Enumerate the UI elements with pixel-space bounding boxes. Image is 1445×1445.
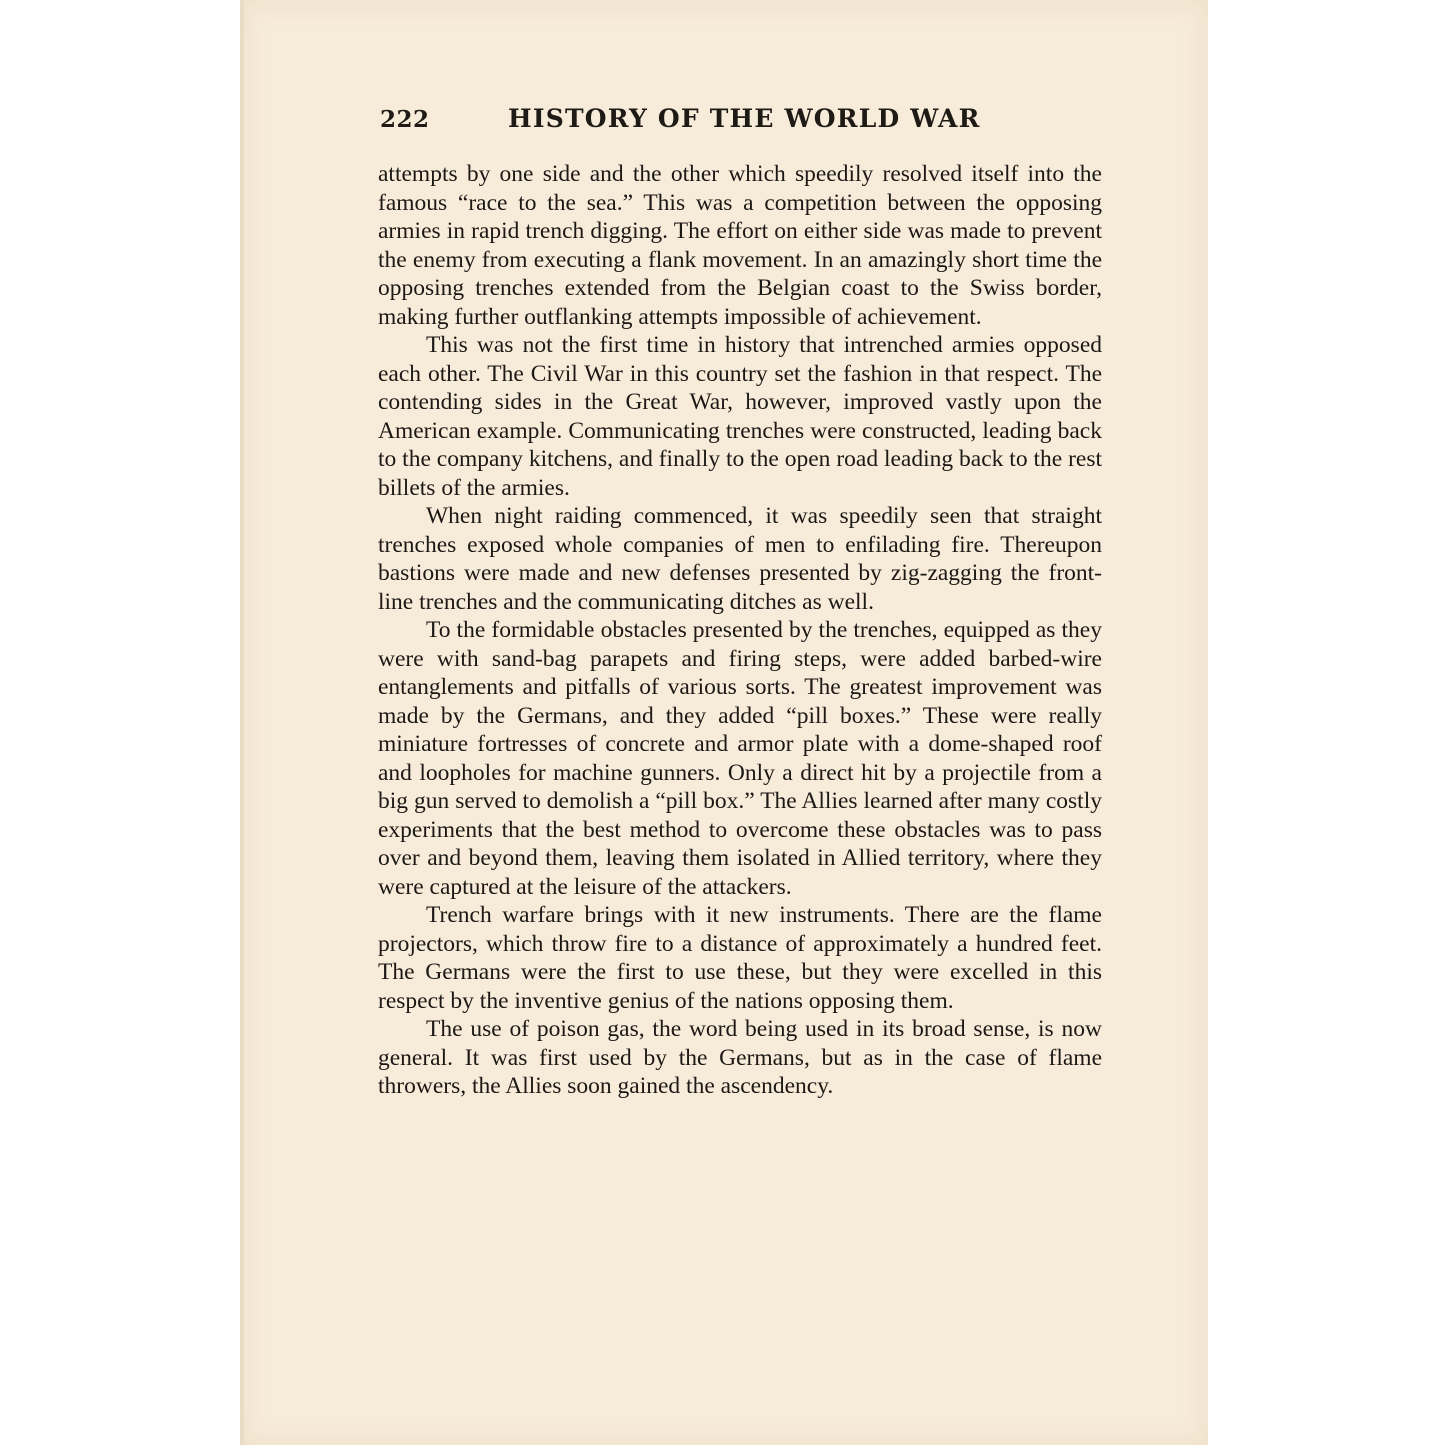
paragraph-poison-gas: The use of poison gas, the word being used in its broad sense, is now general. It was first used by the Germans, but as in the case of flame throwers, the Allies soon gained the ascendency. xyxy=(378,1016,1102,1099)
body-text xyxy=(378,160,1102,1101)
running-head xyxy=(380,100,980,140)
paragraph-intrenched-armies: This was not the first time in history that intrenched armies opposed each other. The Civil War in this country set the fashion in that respect. The contending sides in the Great War, however, improved vastly upon the American example. Communicating trenches were constructed, leading back to the company kitchens, and finally to the open road leading back to the rest billets of the armies. xyxy=(378,332,1102,501)
book-page xyxy=(240,0,1208,1445)
paragraph-race-to-the-sea: attempts by one side and the other which speedily resolved itself into the famous “race to the sea.” This was a competition between the opposing armies in rapid trench digging. The effort on either side was made to prevent the enemy from executing a flank movement. In an amazingly short time the opposing trenches extended from the Belgian coast to the Swiss border, making further outflanking attempts impossible of achievement. xyxy=(378,161,1102,330)
paragraph-night-raiding: When night raiding commenced, it was speedily seen that straight trenches exposed whole companies of men to enfilading fire. Thereupon bastions were made and new defenses presented by zig-zagging the front-line trenches and the communicating ditches as well. xyxy=(378,503,1102,615)
paragraph-flame-projectors: Trench warfare brings with it new instruments. There are the flame projectors, which throw fire to a distance of approximately a hundred feet. The Germans were the first to use these, but they were excelled in this respect by the inventive genius of the nations opposing them. xyxy=(378,902,1102,1014)
page-number: 222 xyxy=(380,106,430,133)
running-title: HISTORY OF THE WORLD WAR xyxy=(508,104,981,133)
paragraph-pill-boxes: To the formidable obstacles presented by the trenches, equipped as they were with sand-bag parapets and firing steps, were added barbed-wire entanglements and pitfalls of various sorts. The greatest improvement was made by the Germans, and they added “pill boxes.” These were really miniature fortresses of concrete and armor plate with a dome-shaped roof and loopholes for machine gunners. Only a direct hit by a projectile from a big gun served to demolish a “pill box.” The Allies learned after many costly experiments that the best method to overcome these obstacles was to pass over and beyond them, leaving them isolated in Allied territory, where they were captured at the leisure of the attackers. xyxy=(378,617,1102,900)
